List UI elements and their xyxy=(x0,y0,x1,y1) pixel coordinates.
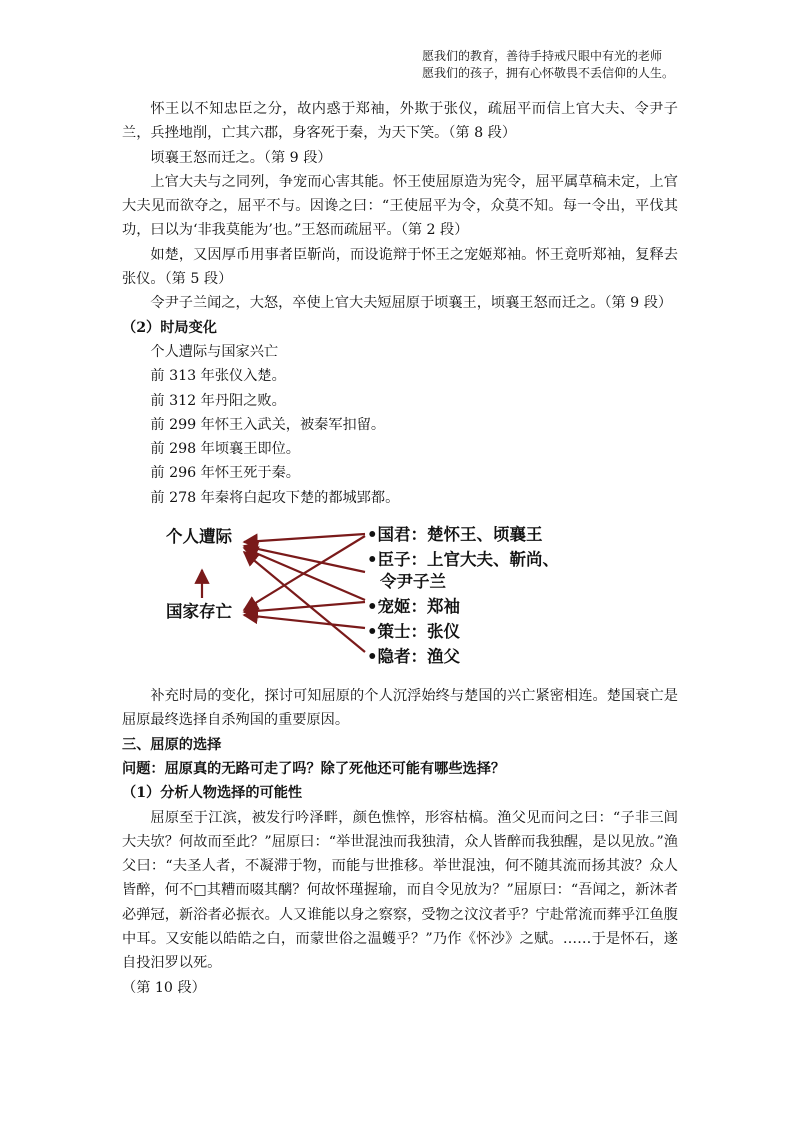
section-heading-time-change: （2）时局变化 xyxy=(122,319,217,336)
paragraph: 怀王以不知忠臣之分，故内惑于郑袖，外欺于张仪，疏屈平而信上官大夫、令尹子兰，兵挫地削，亡其六郡，身客死于秦，为天下笑。（第 8 段） xyxy=(122,101,678,142)
arrow-ruler-to-state xyxy=(244,536,365,610)
section-heading-choice: 三、屈原的选择 xyxy=(122,736,222,753)
item-ministers-cont: 令尹子兰 xyxy=(380,572,446,592)
timeline-item: 个人遭际与国家兴亡 xyxy=(150,343,279,360)
timeline-item: 前 296 年怀王死于秦。 xyxy=(150,465,300,482)
subheading-analysis: （1）分析人物选择的可能性 xyxy=(122,785,303,802)
timeline-item: 前 278 年秦将白起攻下楚的都城郢都。 xyxy=(150,489,400,506)
paragraph: 如楚，又因厚币用事者臣靳尚，而设诡辩于怀王之宠姬郑袖。怀王竟听郑袖，复释去张仪。（第 5 段） xyxy=(122,246,678,288)
label-state-fate: 国家存亡 xyxy=(166,602,232,622)
item-ministers: •臣子：上官大夫、靳尚、 xyxy=(367,550,560,570)
paragraph-summary: 补充时局的变化，探讨可知屈原的个人沉浮始终与楚国的兴亡紧密相连。楚国衰亡是屈原最终选择自杀殉国的重要原因。 xyxy=(122,688,678,729)
paragraph: 上官大夫与之同列，争宠而心害其能。怀王使屈原造为宪令，屈平属草稿未定，上官大夫见而欲夺之，屈平不与。因谗之曰：“王使屈平为令，众莫不知。每一令出，平伐其功，曰以为‘非我莫能为’也。”王怒而疏屈平。（第 2 段） xyxy=(122,173,678,239)
paragraph-fisherman: 屈原至于江滨，被发行吟泽畔，颜色憔悴，形容枯槁。渔父见而问之曰：“子非三闾大夫欤？何故而至此？”屈原曰：“举世混浊而我独清，众人皆醉而我独醒，是以见放。”渔父曰：“夫圣人者，不凝滞于物，而能与世推移。举世混浊，何不随其流而扬其波？众人皆醉，何不□其糟而啜其醨？何故怀瑾握瑜，而自令见放为？”屈原曰：“吾闻之，新沐者必弹冠，新浴者必振衣。人又谁能以身之察察，受物之汶汶者乎？宁赴常流而葬乎江鱼腹中耳。又安能以皓皓之白，而蒙世俗之温蠖乎？”乃作《怀沙》之赋。……于是怀石，遂自投汨罗以死。 xyxy=(122,809,678,972)
document-body xyxy=(122,97,678,1000)
relationship-diagram xyxy=(122,512,678,682)
label-personal-fate: 个人遭际 xyxy=(166,527,232,547)
arrow-strategist-to-state xyxy=(244,615,365,628)
item-ruler: •国君：楚怀王、顷襄王 xyxy=(367,525,543,545)
timeline-item: 前 313 年张仪入楚。 xyxy=(150,368,286,385)
arrow-ruler-to-personal xyxy=(244,534,365,542)
paragraph: 顷襄王怒而迁之。（第 9 段） xyxy=(150,149,332,166)
timeline-item: 前 312 年丹阳之败。 xyxy=(150,392,286,409)
timeline-item: 前 298 年顷襄王即位。 xyxy=(150,441,300,458)
item-favorite: •宠姬：郑袖 xyxy=(367,597,461,617)
timeline-item: 前 299 年怀王入武关，被秦军扣留。 xyxy=(150,416,386,433)
item-strategist: •策士：张仪 xyxy=(367,622,461,642)
arrow-favorite-to-state xyxy=(244,602,365,612)
header-line-2: 愿我们的孩子，拥有心怀敬畏不丢信仰的人生。 xyxy=(421,66,674,80)
paragraph-ref: （第 10 段） xyxy=(122,979,206,996)
question: 问题：屈原真的无路可走了吗？除了死他还可能有哪些选择？ xyxy=(122,760,506,777)
item-recluse: •隐者：渔父 xyxy=(367,647,461,667)
header-motto xyxy=(422,48,674,82)
header-line-1: 愿我们的教育，善待手持戒尺眼中有光的老师 xyxy=(421,49,662,63)
paragraph: 令尹子兰闻之，大怒，卒使上官大夫短屈原于顷襄王，顷襄王怒而迁之。（第 9 段） xyxy=(150,295,673,312)
